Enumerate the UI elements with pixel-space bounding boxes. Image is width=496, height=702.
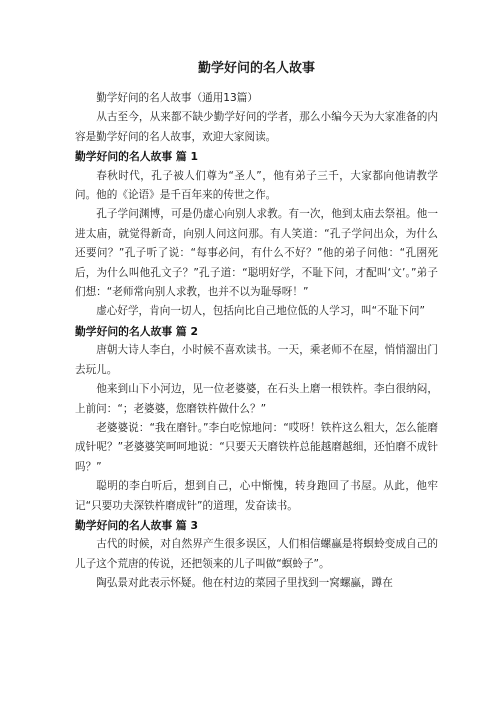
story-2-paragraph-4: 聪明的李白听后，想到自己，心中惭愧，转身跑回了书屋。从此，他牢记“只要功夫深铁杵磨成针”的道理，发奋读书。 (75, 480, 438, 512)
story-1-paragraph-3: 虚心好学，肯向一切人，包括向比自己地位低的人学习，叫“不耻下问” (96, 305, 425, 318)
document-title: 勤学好问的名人故事 (197, 61, 315, 76)
story-2-paragraph-3: 老婆婆说：“我在磨针。”李白吃惊地问：“哎呀！铁杵这么粗大，怎么能磨成针呢？”老婆婆笑呵呵地说：“只要天天磨铁杵总能越磨越细，还怕磨不成针吗？” (75, 421, 438, 473)
story-3-paragraph-1: 古代的时候，对自然界产生很多误区，人们相信螺蠃是将螟蛉变成自己的儿子这个荒唐的传说，还把领来的儿子叫做“螟蛉子”。 (75, 538, 438, 570)
intro-line: 勤学好问的名人故事（通用13篇） (96, 92, 258, 104)
story-2-paragraph-2: 他来到山下小河边，见一位老婆婆，在石头上磨一根铁杵。李白很纳闷，上前问：“；老婆婆，您磨铁杵做什么？” (75, 383, 438, 415)
story-1-paragraph-2: 孔子学问渊博，可是仍虚心向别人求教。有一次，他到太庙去祭祖。他一进太庙，就觉得新奇，向别人问这问那。有人笑道：“孔子学问出众，为什么还要问？”孔子听了说：“每事必问，有什么不好？”他的弟子问他：“孔圉死后，为什么叫他孔文子？”孔子道：“聪明好学，不耻下问，才配叫‘文’。”弟子们想：“老师常向别人求教，也并不以为耻辱呀！” (75, 208, 438, 299)
story-1-paragraph-1: 春秋时代，孔子被人们尊为“圣人”，他有弟子三千，大家都向他请教学问。他的《论语》是千百年来的传世之作。 (75, 169, 438, 202)
story-2-heading: 勤学好问的名人故事 篇 2 (75, 324, 198, 338)
story-3-paragraph-2: 陶弘景对此表示怀疑。他在村边的菜园子里找到一窝螺蠃，蹲在 (96, 577, 393, 590)
story-3-heading: 勤学好问的名人故事 篇 3 (75, 518, 198, 532)
intro-paragraph: 从古至今，从来都不缺少勤学好问的学者，那么小编今天为大家准备的内容是勤学好问的名人故事，欢迎大家阅读。 (75, 111, 438, 143)
story-2-paragraph-1: 唐朝大诗人李白，小时候不喜欢读书。一天，乘老师不在屋，悄悄溜出门去玩儿。 (75, 344, 438, 376)
story-1-heading: 勤学好问的名人故事 篇 1 (75, 150, 198, 164)
